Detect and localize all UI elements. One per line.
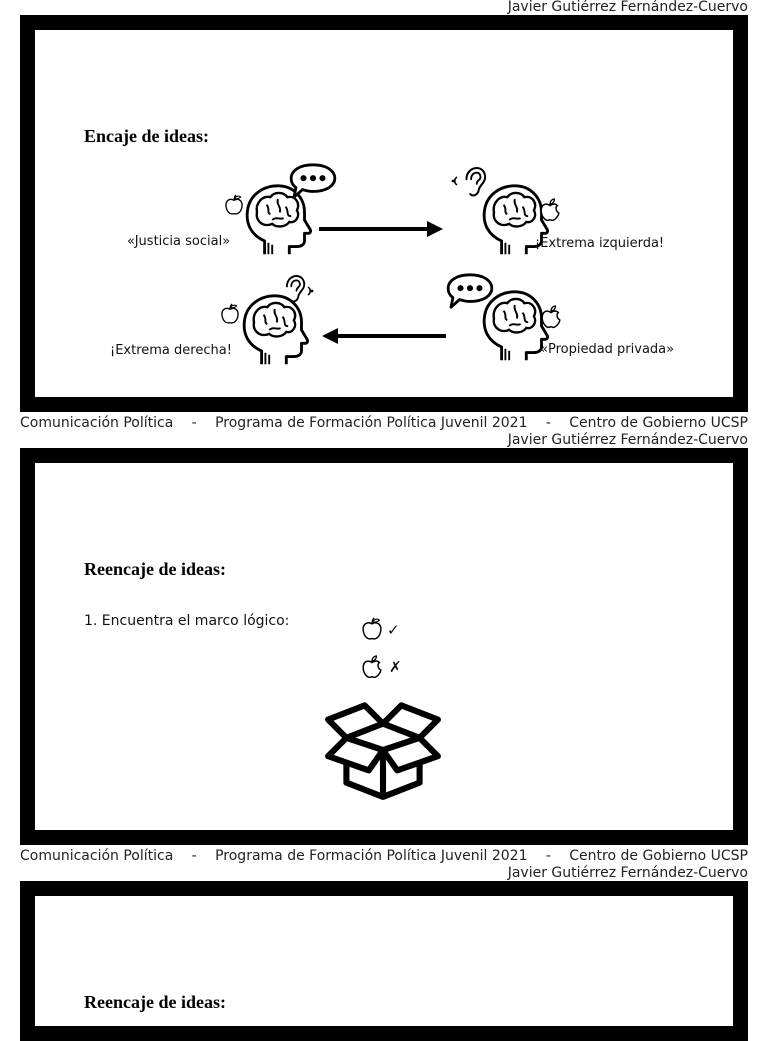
label-extrema-izquierda: ¡Extrema izquierda! — [535, 236, 665, 251]
footer-separator: - — [545, 415, 551, 431]
page-footer — [20, 848, 748, 864]
label-propiedad-privada: «Propiedad privada» — [540, 342, 675, 357]
apple-brand-icon — [361, 655, 383, 679]
head-brain-icon — [235, 292, 311, 368]
speech-bubble-icon — [288, 162, 338, 200]
footer-course: Comunicación Política — [20, 415, 174, 431]
footer-separator: - — [545, 848, 551, 864]
slide-reencaje-2 — [20, 881, 748, 1041]
footer-separator: - — [191, 848, 197, 864]
footer-institution: Centro de Gobierno UCSP — [569, 415, 748, 431]
author-name: Javier Gutiérrez Fernández-Cuervo — [507, 0, 748, 15]
label-justicia-social: «Justicia social» — [127, 234, 231, 249]
open-box-icon — [322, 688, 444, 802]
footer-course: Comunicación Política — [20, 848, 174, 864]
slide-title: Encaje de ideas: — [84, 126, 209, 146]
footer-program: Programa de Formación Política Juvenil 2021 — [215, 415, 528, 431]
footer-separator: - — [191, 415, 197, 431]
apple-icon — [361, 617, 383, 641]
cross-icon: ✗ — [389, 658, 402, 676]
slide-encaje — [20, 15, 748, 412]
slide-title: Reencaje de ideas: — [84, 559, 226, 579]
arrow-right-icon — [319, 220, 445, 238]
arrow-left-icon — [320, 327, 446, 345]
footer-program: Programa de Formación Política Juvenil 2021 — [215, 848, 528, 864]
footer-institution: Centro de Gobierno UCSP — [569, 848, 748, 864]
slide-reencaje — [20, 448, 748, 845]
check-icon: ✓ — [387, 621, 400, 639]
author-name: Javier Gutiérrez Fernández-Cuervo — [507, 865, 748, 881]
page-footer — [20, 415, 748, 431]
slide-title: Reencaje de ideas: — [84, 992, 226, 1012]
author-name: Javier Gutiérrez Fernández-Cuervo — [507, 432, 748, 448]
apple-brand-icon — [539, 198, 561, 222]
apple-brand-icon — [540, 305, 562, 329]
label-extrema-derecha: ¡Extrema derecha! — [110, 343, 232, 358]
list-item: 1. Encuentra el marco lógico: — [84, 613, 290, 629]
